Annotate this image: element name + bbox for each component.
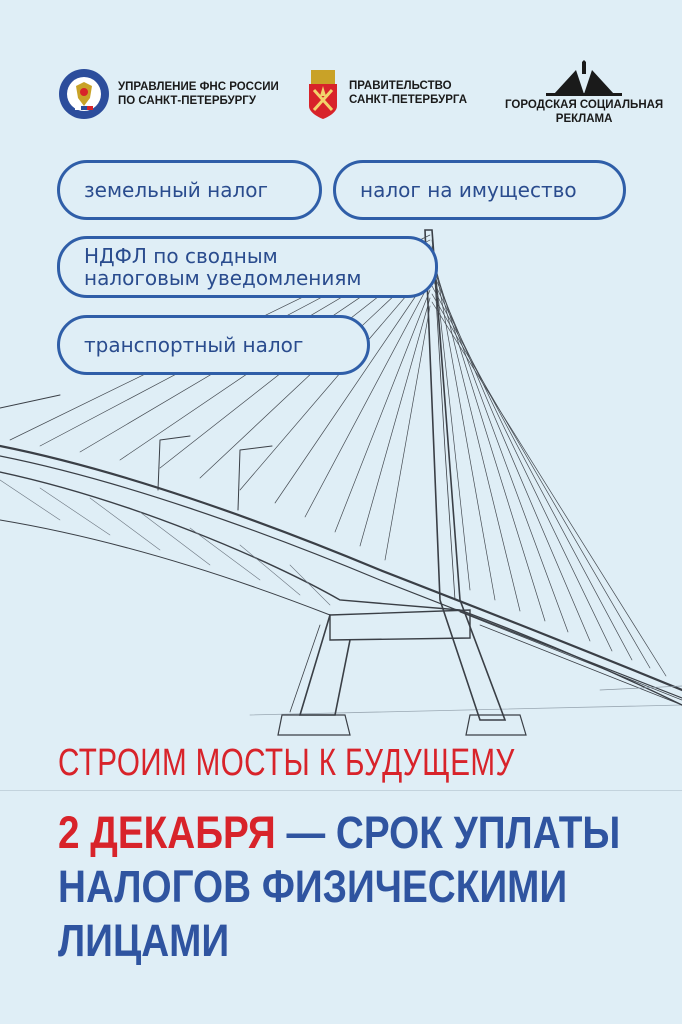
tag-property-tax: налог на имущество [333,160,626,220]
deadline-date: 2 ДЕКАБРЯ [58,807,276,858]
tag-transport-tax: транспортный налог [57,315,370,375]
headline-line-3: ЛИЦАМИ [58,915,230,966]
fns-logo-text: УПРАВЛЕНИЕ ФНС РОССИИ ПО САНКТ-ПЕТЕРБУРГУ [118,81,279,107]
divider [0,790,682,791]
tag-personal-income-tax: НДФЛ по сводным налоговым уведомлениям [57,236,438,298]
fns-emblem-icon [58,68,110,120]
slogan: СТРОИМ МОСТЫ К БУДУЩЕМУ [58,742,515,784]
headline-line-2: НАЛОГОВ ФИЗИЧЕСКИМИ [58,861,568,912]
fns-logo [58,68,279,120]
city-social-ad-logo-text: ГОРОДСКАЯ СОЦИАЛЬНАЯ РЕКЛАМА [505,99,664,125]
headline-line-1 [58,806,621,860]
bridge-logo-icon [546,60,622,96]
tag-land-tax: земельный налог [57,160,322,220]
spb-coat-of-arms-icon [305,66,341,120]
headline [58,806,621,968]
headline-line-1-rest: — СРОК УПЛАТЫ [275,807,621,858]
city-social-ad-logo [505,60,663,126]
spb-government-logo-text: ПРАВИТЕЛЬСТВО САНКТ-ПЕТЕРБУРГА [349,80,467,106]
spb-government-logo [305,66,467,120]
